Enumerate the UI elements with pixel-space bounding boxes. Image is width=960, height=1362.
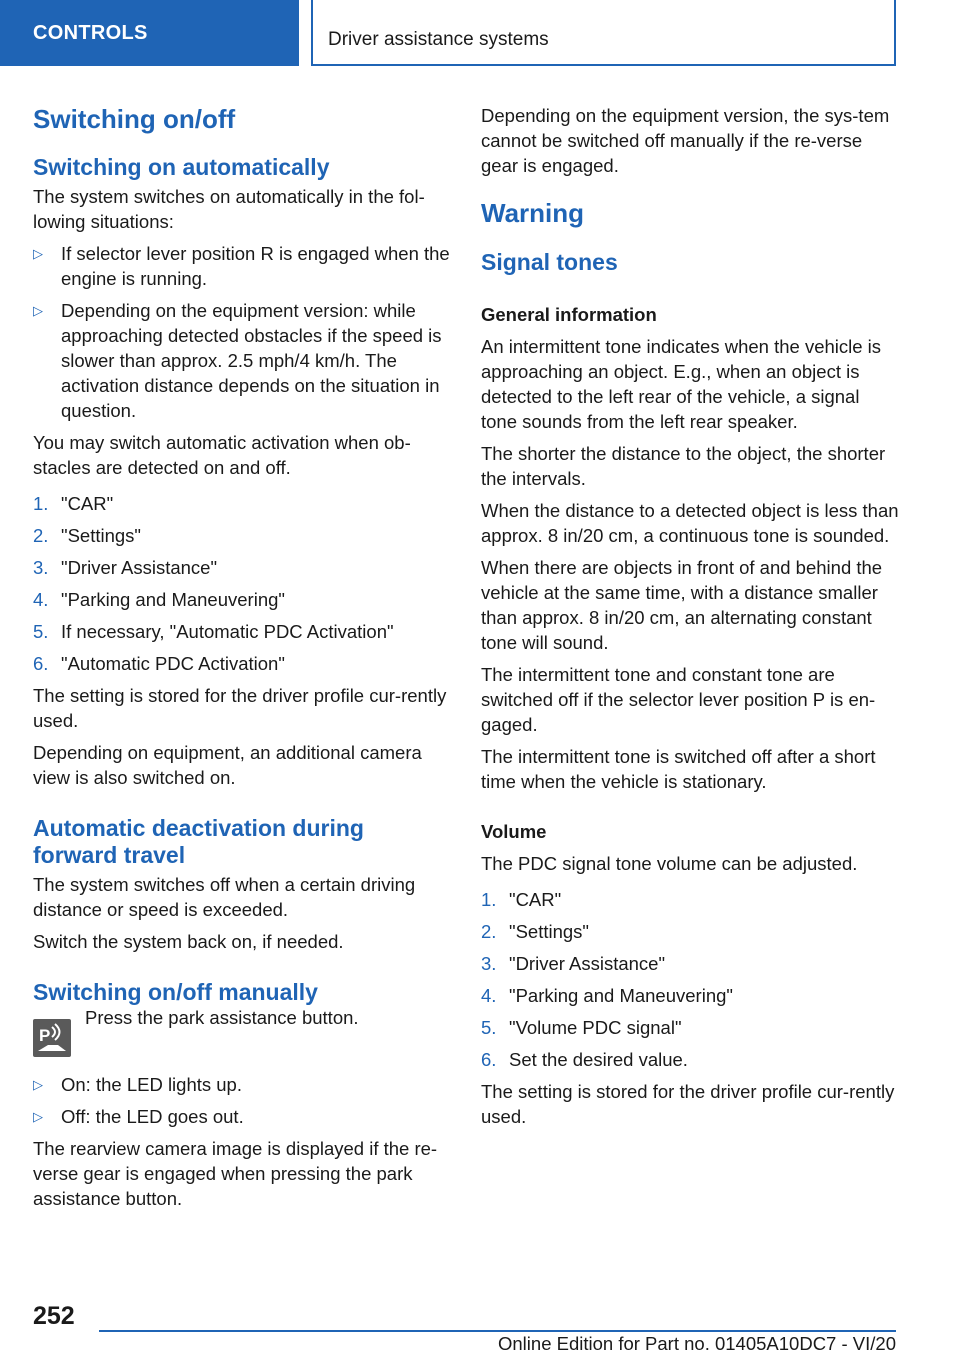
- list-item: 4. "Parking and Maneuvering": [481, 985, 733, 1006]
- list-item: 2. "Settings": [33, 525, 141, 546]
- continuous-tone-text: When the distance to a detected object is less than approx. 8 in/20 cm, a continuous tone is sounded.: [481, 500, 899, 546]
- volume-setting-stored-text: The setting is stored for the driver profile cur‐rently used.: [481, 1081, 895, 1127]
- list-item: 6. "Automatic PDC Activation": [33, 653, 285, 674]
- camera-view-text: Depending on equipment, an additional camera view is also switched on.: [33, 742, 422, 788]
- stationary-text: The intermittent tone is switched off after a short time when the vehicle is stationary.: [481, 746, 876, 792]
- heading-switching-manually: Switching on/off manually: [33, 979, 318, 1005]
- intermittent-tone-text: An intermittent tone indicates when the vehicle is approaching an object. E.g., when an object is detected to the left rear of the vehicle, a signal tone sounds from the left rear speaker.: [481, 336, 882, 432]
- triangle-bullet-icon: ▷: [33, 1109, 43, 1124]
- park-assist-icon: [33, 1019, 71, 1057]
- chapter-title: Driver assistance systems: [311, 0, 896, 66]
- heading-volume: Volume: [481, 821, 547, 842]
- heading-general-information: General information: [481, 304, 657, 325]
- list-item: ▷ Off: the LED goes out.: [33, 1106, 244, 1127]
- heading-switching-on-off: Switching on/off: [33, 104, 236, 134]
- heading-switching-on-automatically: Switching on automatically: [33, 154, 330, 180]
- heading-warning: Warning: [481, 198, 585, 228]
- list-item: 3. "Driver Assistance": [33, 557, 218, 578]
- footer-divider: [99, 1330, 896, 1332]
- press-button-text: Press the park assistance button.: [85, 1007, 359, 1028]
- led-list: [33, 1072, 453, 1129]
- list-item: 1. "CAR": [481, 889, 562, 910]
- triangle-bullet-icon: ▷: [33, 246, 43, 261]
- volume-steps-list: [481, 887, 899, 1072]
- list-item: 6. Set the desired value.: [481, 1049, 688, 1070]
- list-item: 1. "CAR": [33, 493, 114, 514]
- shorter-intervals-text: The shorter the distance to the object, the shorter the intervals.: [481, 443, 886, 489]
- svg-text:P: P: [39, 1026, 51, 1045]
- list-item: ▷ If selector lever position R is engaged when the engine is running.: [33, 243, 450, 289]
- switch-activation-text: You may switch automatic activation when ob‐stacles are detected on and off.: [33, 432, 411, 478]
- setting-stored-text: The setting is stored for the driver profile cur‐rently used.: [33, 685, 447, 731]
- menu-steps-list: [33, 491, 453, 676]
- triangle-bullet-icon: ▷: [33, 303, 43, 318]
- alternating-tone-text: When there are objects in front of and behind the vehicle at the same time, with a distance smaller than approx. 8 in/20 cm, an alternating constant tone will sound.: [481, 557, 883, 653]
- list-item: ▷ Depending on the equipment version: while approaching detected obstacles if the speed is slower than approx. 2.5 mph/4 km/h. The activation distance depends on the situation in question.: [33, 300, 442, 421]
- auto-on-list: [33, 241, 453, 423]
- rearview-camera-text: The rearview camera image is displayed if the re‐verse gear is engaged when pressing the park assistance button.: [33, 1138, 438, 1209]
- auto-on-intro: The system switches on automatically in the fol‐lowing situations:: [33, 186, 425, 232]
- park-button-row: [33, 1007, 453, 1061]
- page-header: [0, 0, 960, 66]
- section-tab: CONTROLS: [0, 0, 299, 66]
- tone-switched-off-text: The intermittent tone and constant tone are switched off if the selector lever position P is en‐gaged.: [481, 664, 876, 735]
- right-column: [481, 100, 899, 1129]
- deactivation-text: The system switches off when a certain driving distance or speed is exceeded.: [33, 874, 416, 920]
- heading-signal-tones: Signal tones: [481, 249, 618, 275]
- list-item: 2. "Settings": [481, 921, 589, 942]
- list-item: 3. "Driver Assistance": [481, 953, 666, 974]
- reverse-gear-text: Depending on the equipment version, the sys‐tem cannot be switched off manually if the re‐verse gear is engaged.: [481, 105, 890, 176]
- list-item: 5. If necessary, "Automatic PDC Activation": [33, 621, 394, 642]
- left-column: [33, 100, 453, 1211]
- list-item: 5. "Volume PDC signal": [481, 1017, 682, 1038]
- triangle-bullet-icon: ▷: [33, 1077, 43, 1092]
- list-item: ▷ On: the LED lights up.: [33, 1074, 242, 1095]
- list-item: 4. "Parking and Maneuvering": [33, 589, 285, 610]
- volume-adjust-text: The PDC signal tone volume can be adjusted.: [481, 853, 858, 874]
- page-number: 252: [33, 1302, 75, 1330]
- heading-automatic-deactivation: Automatic deactivation during forward travel: [33, 815, 364, 868]
- edition-text: Online Edition for Part no. 01405A10DC7 - VI/20: [498, 1333, 896, 1354]
- switch-back-on-text: Switch the system back on, if needed.: [33, 931, 344, 952]
